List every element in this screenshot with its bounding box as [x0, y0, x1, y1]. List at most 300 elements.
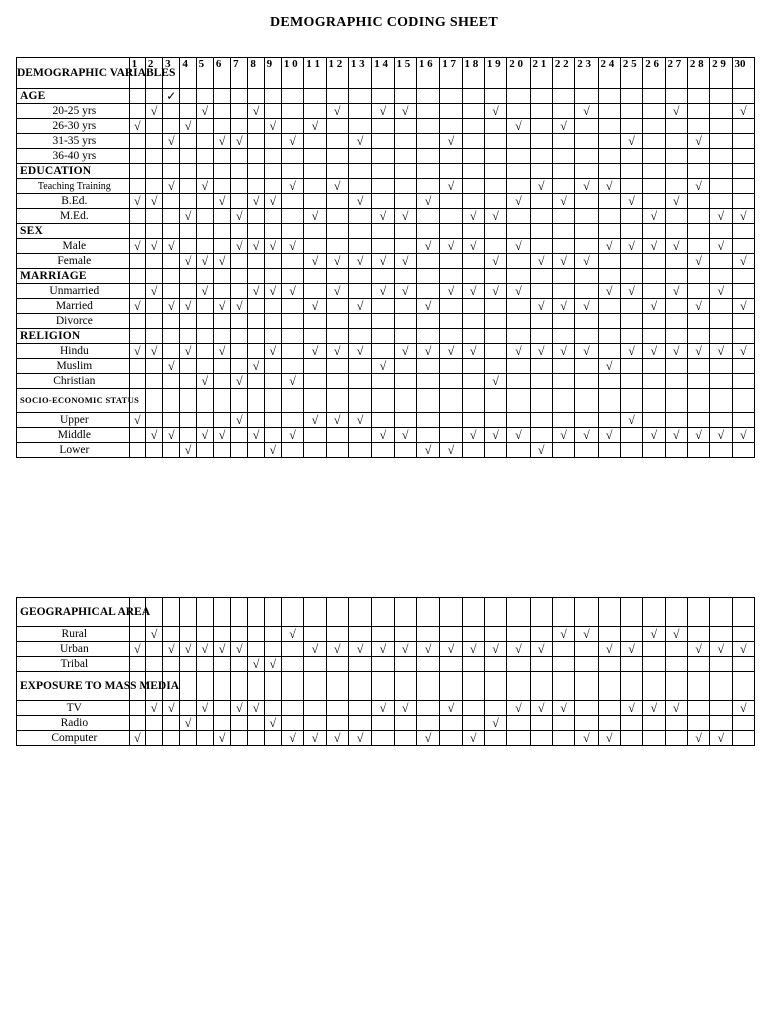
empty-cell — [530, 314, 552, 329]
empty-cell — [440, 359, 462, 374]
empty-cell — [620, 314, 642, 329]
column-header-9: 9 — [264, 58, 281, 89]
empty-cell — [213, 104, 230, 119]
empty-cell — [248, 254, 264, 269]
check-mark: √ — [145, 701, 162, 716]
empty-cell — [248, 389, 264, 413]
empty-cell — [180, 89, 196, 104]
empty-cell — [180, 149, 196, 164]
empty-cell — [710, 657, 732, 672]
check-mark: √ — [552, 194, 574, 209]
check-mark: √ — [507, 344, 530, 359]
empty-cell — [665, 716, 687, 731]
empty-cell — [264, 359, 281, 374]
empty-cell — [326, 224, 348, 239]
empty-cell — [180, 284, 196, 299]
empty-cell — [326, 374, 348, 389]
empty-cell — [552, 359, 574, 374]
row-label: Muslim — [17, 359, 130, 374]
empty-cell — [598, 134, 620, 149]
empty-cell — [643, 657, 665, 672]
check-mark: √ — [394, 428, 416, 443]
empty-cell — [732, 194, 755, 209]
column-header-3: 3 — [163, 58, 180, 89]
empty-cell — [145, 374, 162, 389]
empty-cell — [281, 119, 303, 134]
check-mark: √ — [620, 284, 642, 299]
check-mark: √ — [416, 239, 439, 254]
empty-cell — [598, 104, 620, 119]
empty-cell — [180, 329, 196, 344]
empty-cell — [231, 443, 248, 458]
empty-cell — [281, 657, 303, 672]
empty-cell — [710, 149, 732, 164]
check-mark: √ — [129, 413, 145, 428]
empty-cell — [248, 89, 264, 104]
empty-cell — [304, 329, 326, 344]
empty-cell — [575, 119, 598, 134]
empty-cell — [129, 701, 145, 716]
empty-cell — [643, 164, 665, 179]
check-mark: √ — [710, 344, 732, 359]
empty-cell — [598, 657, 620, 672]
empty-cell — [163, 314, 180, 329]
empty-cell — [264, 672, 281, 701]
empty-cell — [264, 642, 281, 657]
empty-cell — [248, 149, 264, 164]
check-mark: √ — [264, 119, 281, 134]
check-mark: √ — [129, 344, 145, 359]
empty-cell — [620, 209, 642, 224]
empty-cell — [530, 134, 552, 149]
empty-cell — [530, 428, 552, 443]
empty-cell — [264, 164, 281, 179]
empty-cell — [281, 209, 303, 224]
empty-cell — [710, 299, 732, 314]
check-mark: √ — [145, 627, 162, 642]
check-mark: √ — [665, 239, 687, 254]
check-mark: √ — [643, 299, 665, 314]
check-mark: √ — [281, 239, 303, 254]
empty-cell — [507, 443, 530, 458]
check-mark: √ — [372, 209, 394, 224]
empty-cell — [281, 443, 303, 458]
empty-cell — [575, 701, 598, 716]
empty-cell — [129, 284, 145, 299]
empty-cell — [687, 104, 709, 119]
check-mark: √ — [372, 254, 394, 269]
empty-cell — [348, 119, 371, 134]
check-mark: ✓ — [163, 89, 180, 104]
check-mark: √ — [575, 299, 598, 314]
check-mark: √ — [598, 428, 620, 443]
empty-cell — [163, 269, 180, 284]
empty-cell — [231, 314, 248, 329]
check-mark: √ — [530, 254, 552, 269]
check-mark: √ — [710, 239, 732, 254]
empty-cell — [180, 314, 196, 329]
row-label: TV — [17, 701, 130, 716]
empty-cell — [552, 224, 574, 239]
empty-cell — [348, 389, 371, 413]
empty-cell — [231, 359, 248, 374]
empty-cell — [394, 627, 416, 642]
check-mark: √ — [264, 443, 281, 458]
check-mark: √ — [575, 179, 598, 194]
check-mark: √ — [416, 344, 439, 359]
empty-cell — [530, 627, 552, 642]
empty-cell — [620, 149, 642, 164]
empty-cell — [264, 179, 281, 194]
empty-cell — [196, 269, 213, 284]
empty-cell — [620, 359, 642, 374]
empty-cell — [231, 254, 248, 269]
section-row-education — [17, 164, 755, 179]
check-mark: √ — [462, 239, 484, 254]
empty-cell — [687, 716, 709, 731]
check-mark: √ — [665, 701, 687, 716]
check-mark: √ — [264, 239, 281, 254]
check-mark: √ — [231, 374, 248, 389]
empty-cell — [530, 194, 552, 209]
empty-cell — [552, 89, 574, 104]
table-row-teaching-training — [17, 179, 755, 194]
check-mark: √ — [145, 344, 162, 359]
empty-cell — [598, 119, 620, 134]
empty-cell — [665, 149, 687, 164]
empty-cell — [372, 627, 394, 642]
empty-cell — [394, 672, 416, 701]
empty-cell — [231, 672, 248, 701]
empty-cell — [507, 657, 530, 672]
check-mark: √ — [552, 627, 574, 642]
empty-cell — [326, 657, 348, 672]
empty-cell — [643, 314, 665, 329]
check-mark: √ — [620, 239, 642, 254]
empty-cell — [145, 716, 162, 731]
check-mark: √ — [552, 119, 574, 134]
empty-cell — [304, 194, 326, 209]
empty-cell — [643, 374, 665, 389]
empty-cell — [416, 254, 439, 269]
empty-cell — [348, 428, 371, 443]
check-mark: √ — [326, 104, 348, 119]
empty-cell — [732, 269, 755, 284]
check-mark: √ — [575, 428, 598, 443]
empty-cell — [326, 716, 348, 731]
empty-cell — [281, 149, 303, 164]
column-header-10: 1 0 — [281, 58, 303, 89]
empty-cell — [507, 359, 530, 374]
empty-cell — [440, 672, 462, 701]
empty-cell — [552, 657, 574, 672]
section-label: SEX — [17, 224, 130, 239]
empty-cell — [710, 134, 732, 149]
empty-cell — [440, 389, 462, 413]
empty-cell — [687, 284, 709, 299]
empty-cell — [213, 224, 230, 239]
section-label: EXPOSURE TO MASS MEDIA — [17, 672, 130, 701]
empty-cell — [180, 359, 196, 374]
empty-cell — [145, 731, 162, 746]
empty-cell — [552, 179, 574, 194]
empty-cell — [180, 731, 196, 746]
empty-cell — [326, 164, 348, 179]
check-mark: √ — [643, 627, 665, 642]
empty-cell — [196, 359, 213, 374]
check-mark: √ — [484, 716, 506, 731]
table-row-muslim — [17, 359, 755, 374]
check-mark: √ — [394, 642, 416, 657]
table-row-m-ed — [17, 209, 755, 224]
empty-cell — [163, 329, 180, 344]
empty-cell — [213, 672, 230, 701]
empty-cell — [620, 224, 642, 239]
empty-cell — [304, 598, 326, 627]
empty-cell — [484, 329, 506, 344]
check-mark: √ — [484, 254, 506, 269]
check-mark: √ — [394, 344, 416, 359]
empty-cell — [530, 224, 552, 239]
check-mark: √ — [180, 443, 196, 458]
empty-cell — [462, 164, 484, 179]
section-label: SOCIO-ECONOMIC STATUS — [17, 389, 130, 413]
check-mark: √ — [248, 359, 264, 374]
check-mark: √ — [665, 194, 687, 209]
check-mark: √ — [248, 194, 264, 209]
empty-cell — [687, 657, 709, 672]
empty-cell — [575, 164, 598, 179]
empty-cell — [598, 299, 620, 314]
empty-cell — [462, 672, 484, 701]
empty-cell — [732, 716, 755, 731]
empty-cell — [326, 329, 348, 344]
empty-cell — [462, 329, 484, 344]
check-mark: √ — [530, 443, 552, 458]
empty-cell — [281, 389, 303, 413]
empty-cell — [264, 701, 281, 716]
empty-cell — [394, 598, 416, 627]
empty-cell — [180, 627, 196, 642]
empty-cell — [129, 428, 145, 443]
empty-cell — [304, 89, 326, 104]
empty-cell — [372, 329, 394, 344]
empty-cell — [416, 374, 439, 389]
empty-cell — [129, 224, 145, 239]
empty-cell — [348, 149, 371, 164]
empty-cell — [620, 627, 642, 642]
check-mark: √ — [248, 657, 264, 672]
empty-cell — [213, 239, 230, 254]
empty-cell — [213, 359, 230, 374]
empty-cell — [264, 89, 281, 104]
empty-cell — [231, 149, 248, 164]
check-mark: √ — [304, 299, 326, 314]
empty-cell — [598, 194, 620, 209]
check-mark: √ — [507, 194, 530, 209]
empty-cell — [304, 428, 326, 443]
empty-cell — [552, 374, 574, 389]
empty-cell — [732, 374, 755, 389]
empty-cell — [145, 389, 162, 413]
empty-cell — [231, 164, 248, 179]
empty-cell — [732, 149, 755, 164]
section-row-sex — [17, 224, 755, 239]
empty-cell — [394, 716, 416, 731]
empty-cell — [304, 269, 326, 284]
table-row-male — [17, 239, 755, 254]
empty-cell — [145, 89, 162, 104]
table-row-hindu — [17, 344, 755, 359]
check-mark: √ — [180, 254, 196, 269]
empty-cell — [348, 269, 371, 284]
check-mark: √ — [281, 731, 303, 746]
empty-cell — [687, 239, 709, 254]
empty-cell — [180, 104, 196, 119]
check-mark: √ — [710, 731, 732, 746]
empty-cell — [145, 224, 162, 239]
check-mark: √ — [372, 284, 394, 299]
empty-cell — [231, 716, 248, 731]
empty-cell — [643, 731, 665, 746]
empty-cell — [163, 119, 180, 134]
empty-cell — [304, 672, 326, 701]
empty-cell — [732, 314, 755, 329]
check-mark: √ — [348, 254, 371, 269]
check-mark: √ — [213, 642, 230, 657]
empty-cell — [665, 179, 687, 194]
row-label: Married — [17, 299, 130, 314]
empty-cell — [710, 119, 732, 134]
empty-cell — [665, 254, 687, 269]
empty-cell — [394, 359, 416, 374]
column-header-15: 1 5 — [394, 58, 416, 89]
check-mark: √ — [213, 428, 230, 443]
empty-cell — [687, 314, 709, 329]
empty-cell — [145, 269, 162, 284]
empty-cell — [462, 224, 484, 239]
empty-cell — [552, 164, 574, 179]
empty-cell — [710, 413, 732, 428]
empty-cell — [145, 314, 162, 329]
empty-cell — [552, 284, 574, 299]
empty-cell — [732, 731, 755, 746]
row-label: Upper — [17, 413, 130, 428]
check-mark: √ — [196, 104, 213, 119]
empty-cell — [598, 716, 620, 731]
empty-cell — [440, 428, 462, 443]
check-mark: √ — [598, 359, 620, 374]
empty-cell — [196, 672, 213, 701]
check-mark: √ — [620, 413, 642, 428]
empty-cell — [196, 209, 213, 224]
empty-cell — [372, 299, 394, 314]
check-mark: √ — [416, 194, 439, 209]
row-label: Teaching Training — [17, 179, 130, 194]
empty-cell — [598, 344, 620, 359]
empty-cell — [530, 284, 552, 299]
check-mark: √ — [326, 179, 348, 194]
check-mark: √ — [231, 413, 248, 428]
empty-cell — [507, 627, 530, 642]
empty-cell — [710, 224, 732, 239]
empty-cell — [145, 443, 162, 458]
empty-cell — [145, 149, 162, 164]
check-mark: √ — [180, 209, 196, 224]
empty-cell — [129, 254, 145, 269]
check-mark: √ — [665, 428, 687, 443]
empty-cell — [530, 359, 552, 374]
empty-cell — [440, 731, 462, 746]
empty-cell — [687, 269, 709, 284]
check-mark: √ — [687, 642, 709, 657]
check-mark: √ — [196, 642, 213, 657]
check-mark: √ — [484, 428, 506, 443]
empty-cell — [598, 209, 620, 224]
empty-cell — [440, 149, 462, 164]
check-mark: √ — [180, 716, 196, 731]
empty-cell — [484, 731, 506, 746]
empty-cell — [231, 389, 248, 413]
empty-cell — [484, 359, 506, 374]
empty-cell — [304, 284, 326, 299]
empty-cell — [196, 627, 213, 642]
check-mark: √ — [196, 701, 213, 716]
check-mark: √ — [348, 642, 371, 657]
empty-cell — [416, 284, 439, 299]
check-mark: √ — [643, 209, 665, 224]
check-mark: √ — [575, 627, 598, 642]
row-label: 26-30 yrs — [17, 119, 130, 134]
check-mark: √ — [145, 104, 162, 119]
check-mark: √ — [643, 344, 665, 359]
check-mark: √ — [163, 239, 180, 254]
empty-cell — [163, 598, 180, 627]
empty-cell — [462, 254, 484, 269]
empty-cell — [394, 329, 416, 344]
table-row-radio — [17, 716, 755, 731]
empty-cell — [643, 194, 665, 209]
column-header-21: 2 1 — [530, 58, 552, 89]
check-mark: √ — [213, 134, 230, 149]
empty-cell — [281, 359, 303, 374]
check-mark: √ — [530, 642, 552, 657]
empty-cell — [231, 89, 248, 104]
empty-cell — [163, 731, 180, 746]
empty-cell — [732, 359, 755, 374]
empty-cell — [231, 329, 248, 344]
check-mark: √ — [394, 254, 416, 269]
empty-cell — [462, 179, 484, 194]
empty-cell — [348, 443, 371, 458]
table-row-computer — [17, 731, 755, 746]
empty-cell — [145, 164, 162, 179]
empty-cell — [213, 627, 230, 642]
empty-cell — [180, 672, 196, 701]
check-mark: √ — [326, 642, 348, 657]
row-label: Radio — [17, 716, 130, 731]
empty-cell — [348, 374, 371, 389]
section-label: MARRIAGE — [17, 269, 130, 284]
check-mark: √ — [507, 119, 530, 134]
empty-cell — [213, 374, 230, 389]
check-mark: √ — [394, 209, 416, 224]
row-label: Urban — [17, 642, 130, 657]
empty-cell — [643, 119, 665, 134]
check-mark: √ — [598, 179, 620, 194]
section-label: EDUCATION — [17, 164, 130, 179]
empty-cell — [326, 428, 348, 443]
